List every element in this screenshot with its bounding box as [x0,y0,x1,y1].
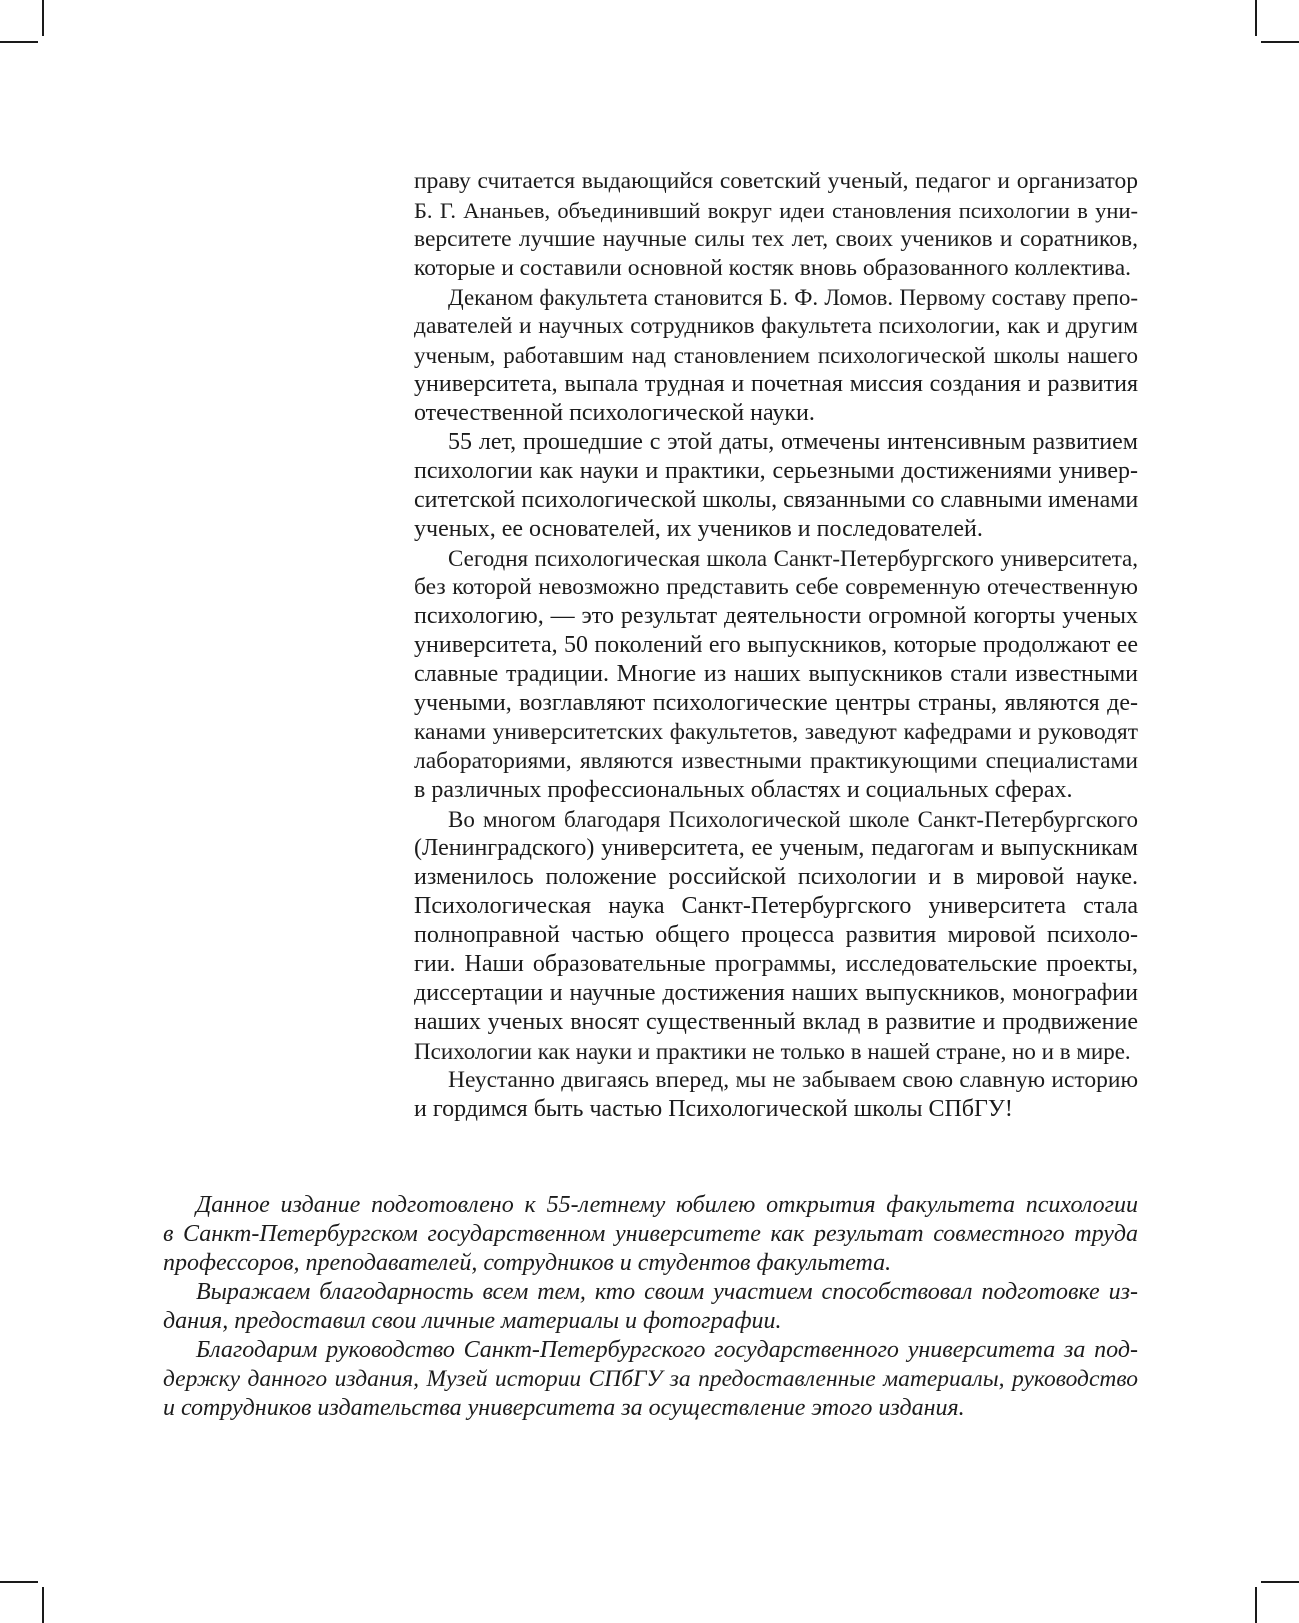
text-line: канами университетских факультетов, заведуют кафедрами и руководят [414,719,1138,745]
crop-mark-top-left-vertical [42,0,44,36]
paragraph-2 [414,283,1138,428]
acknowledgement-paragraph-1 [163,1191,1138,1278]
text-line: отечественной психологической науки. [414,400,815,426]
paragraph-1 [414,167,1138,283]
main-text [414,167,1138,1124]
crop-mark-bottom-left-horizontal [0,1581,38,1583]
text-line: гии. Наши образовательные программы, исследовательские проекты, [414,951,1138,977]
text-line: без которой невозможно представить себе современную отечественную [414,574,1138,600]
text-line: диссертации и научные достижения наших выпускников, монографии [414,980,1138,1006]
text-line: ученых, ее основателей, их учеников и последователей. [414,516,983,542]
text-line: Во многом благодаря Психологической школе Санкт-Петербургского [448,807,1138,832]
text-line: ситетской психологической школы, связанными со славными именами [414,487,1139,513]
acknowledgement-paragraph-2 [163,1278,1138,1336]
text-line: психологии как науки и практики, серьезными достижениями универ- [414,458,1138,484]
text-line: Сегодня психологическая школа Санкт-Петербургского университета, [448,546,1138,571]
text-line: давателей и научных сотрудников факультета психологии, как и другим [414,313,1138,339]
text-line: Деканом факультета становится Б. Ф. Ломов. Первому составу препо- [448,285,1138,310]
crop-mark-bottom-left-vertical [42,1587,44,1623]
text-line: Данное издание подготовлено к 55-летнему юбилею открытия факультета психологии [196,1192,1138,1218]
paragraph-5 [414,805,1138,1066]
text-line: славные традиции. Многие из наших выпускников стали известными [414,661,1138,687]
crop-mark-top-right-vertical [1255,0,1257,36]
text-line: Б. Г. Ананьев, объединивший вокруг идеи становления психологии в уни- [414,198,1138,223]
text-line: 55 лет, прошедшие с этой даты, отмечены интенсивным развитием [448,429,1138,455]
text-line: университета, 50 поколений его выпускников, которые продолжают ее [414,632,1138,658]
text-line: психологию, — это результат деятельности огромной когорты ученых [414,603,1138,629]
text-line: праву считается выдающийся советский ученый, педагог и организатор [414,168,1138,194]
paragraph-6 [414,1066,1138,1124]
text-line: ученым, работавшим над становлением психологической школы нашего [414,343,1138,368]
acknowledgement-block [163,1191,1138,1423]
text-line: Психологии как науки и практики не только в нашей стране, но и в мире. [414,1039,1131,1064]
crop-mark-top-left-horizontal [0,41,38,43]
text-line: верситете лучшие научные силы тех лет, своих учеников и соратников, [414,226,1138,252]
text-line: и гордимся быть частью Психологической школы СПбГУ! [414,1096,1013,1122]
text-line: Психологическая наука Санкт-Петербургского университета стала [414,893,1138,919]
acknowledgement-paragraph-3 [163,1336,1138,1423]
text-line: университета, выпала трудная и почетная миссия создания и развития [414,371,1138,397]
text-line: Выражаем благодарность всем тем, кто своим участием способствовал подготовке из- [196,1279,1138,1305]
text-line: и сотрудников издательства университета за осуществление этого издания. [163,1395,965,1421]
text-line: Неустанно двигаясь вперед, мы не забываем свою славную историю [448,1067,1138,1093]
text-line: которые и составили основной костяк вновь образованного коллектива. [414,255,1132,281]
text-line: Благодарим руководство Санкт-Петербургского государственного университета за под- [196,1337,1138,1363]
text-line: профессоров, преподавателей, сотрудников и студентов факультета. [163,1250,892,1276]
text-line: наших ученых вносят существенный вклад в развитие и продвижение [414,1009,1138,1035]
text-line: учеными, возглавляют психологические центры страны, являются де- [414,690,1138,716]
crop-mark-bottom-right-horizontal [1261,1581,1299,1583]
crop-mark-top-right-horizontal [1261,41,1299,43]
crop-mark-bottom-right-vertical [1255,1587,1257,1623]
text-line: полноправной частью общего процесса развития мировой психоло- [414,922,1138,948]
text-line: (Ленинградского) университета, ее ученым, педагогам и выпускникам [414,835,1138,861]
text-line: держку данного издания, Музей истории СПбГУ за предоставленные материалы, руководство [163,1366,1138,1392]
text-line: в Санкт-Петербургском государственном университете как результат совместного труда [163,1221,1138,1247]
text-line: лабораториями, являются известными практикующими специалистами [414,748,1138,774]
text-line: дания, предоставил свои личные материалы и фотографии. [163,1308,782,1334]
paragraph-4 [414,544,1138,805]
text-line: в различных профессиональных областях и социальных сферах. [414,777,1073,803]
text-line: изменилось положение российской психологии и в мировой науке. [414,864,1138,890]
paragraph-3 [414,428,1138,544]
